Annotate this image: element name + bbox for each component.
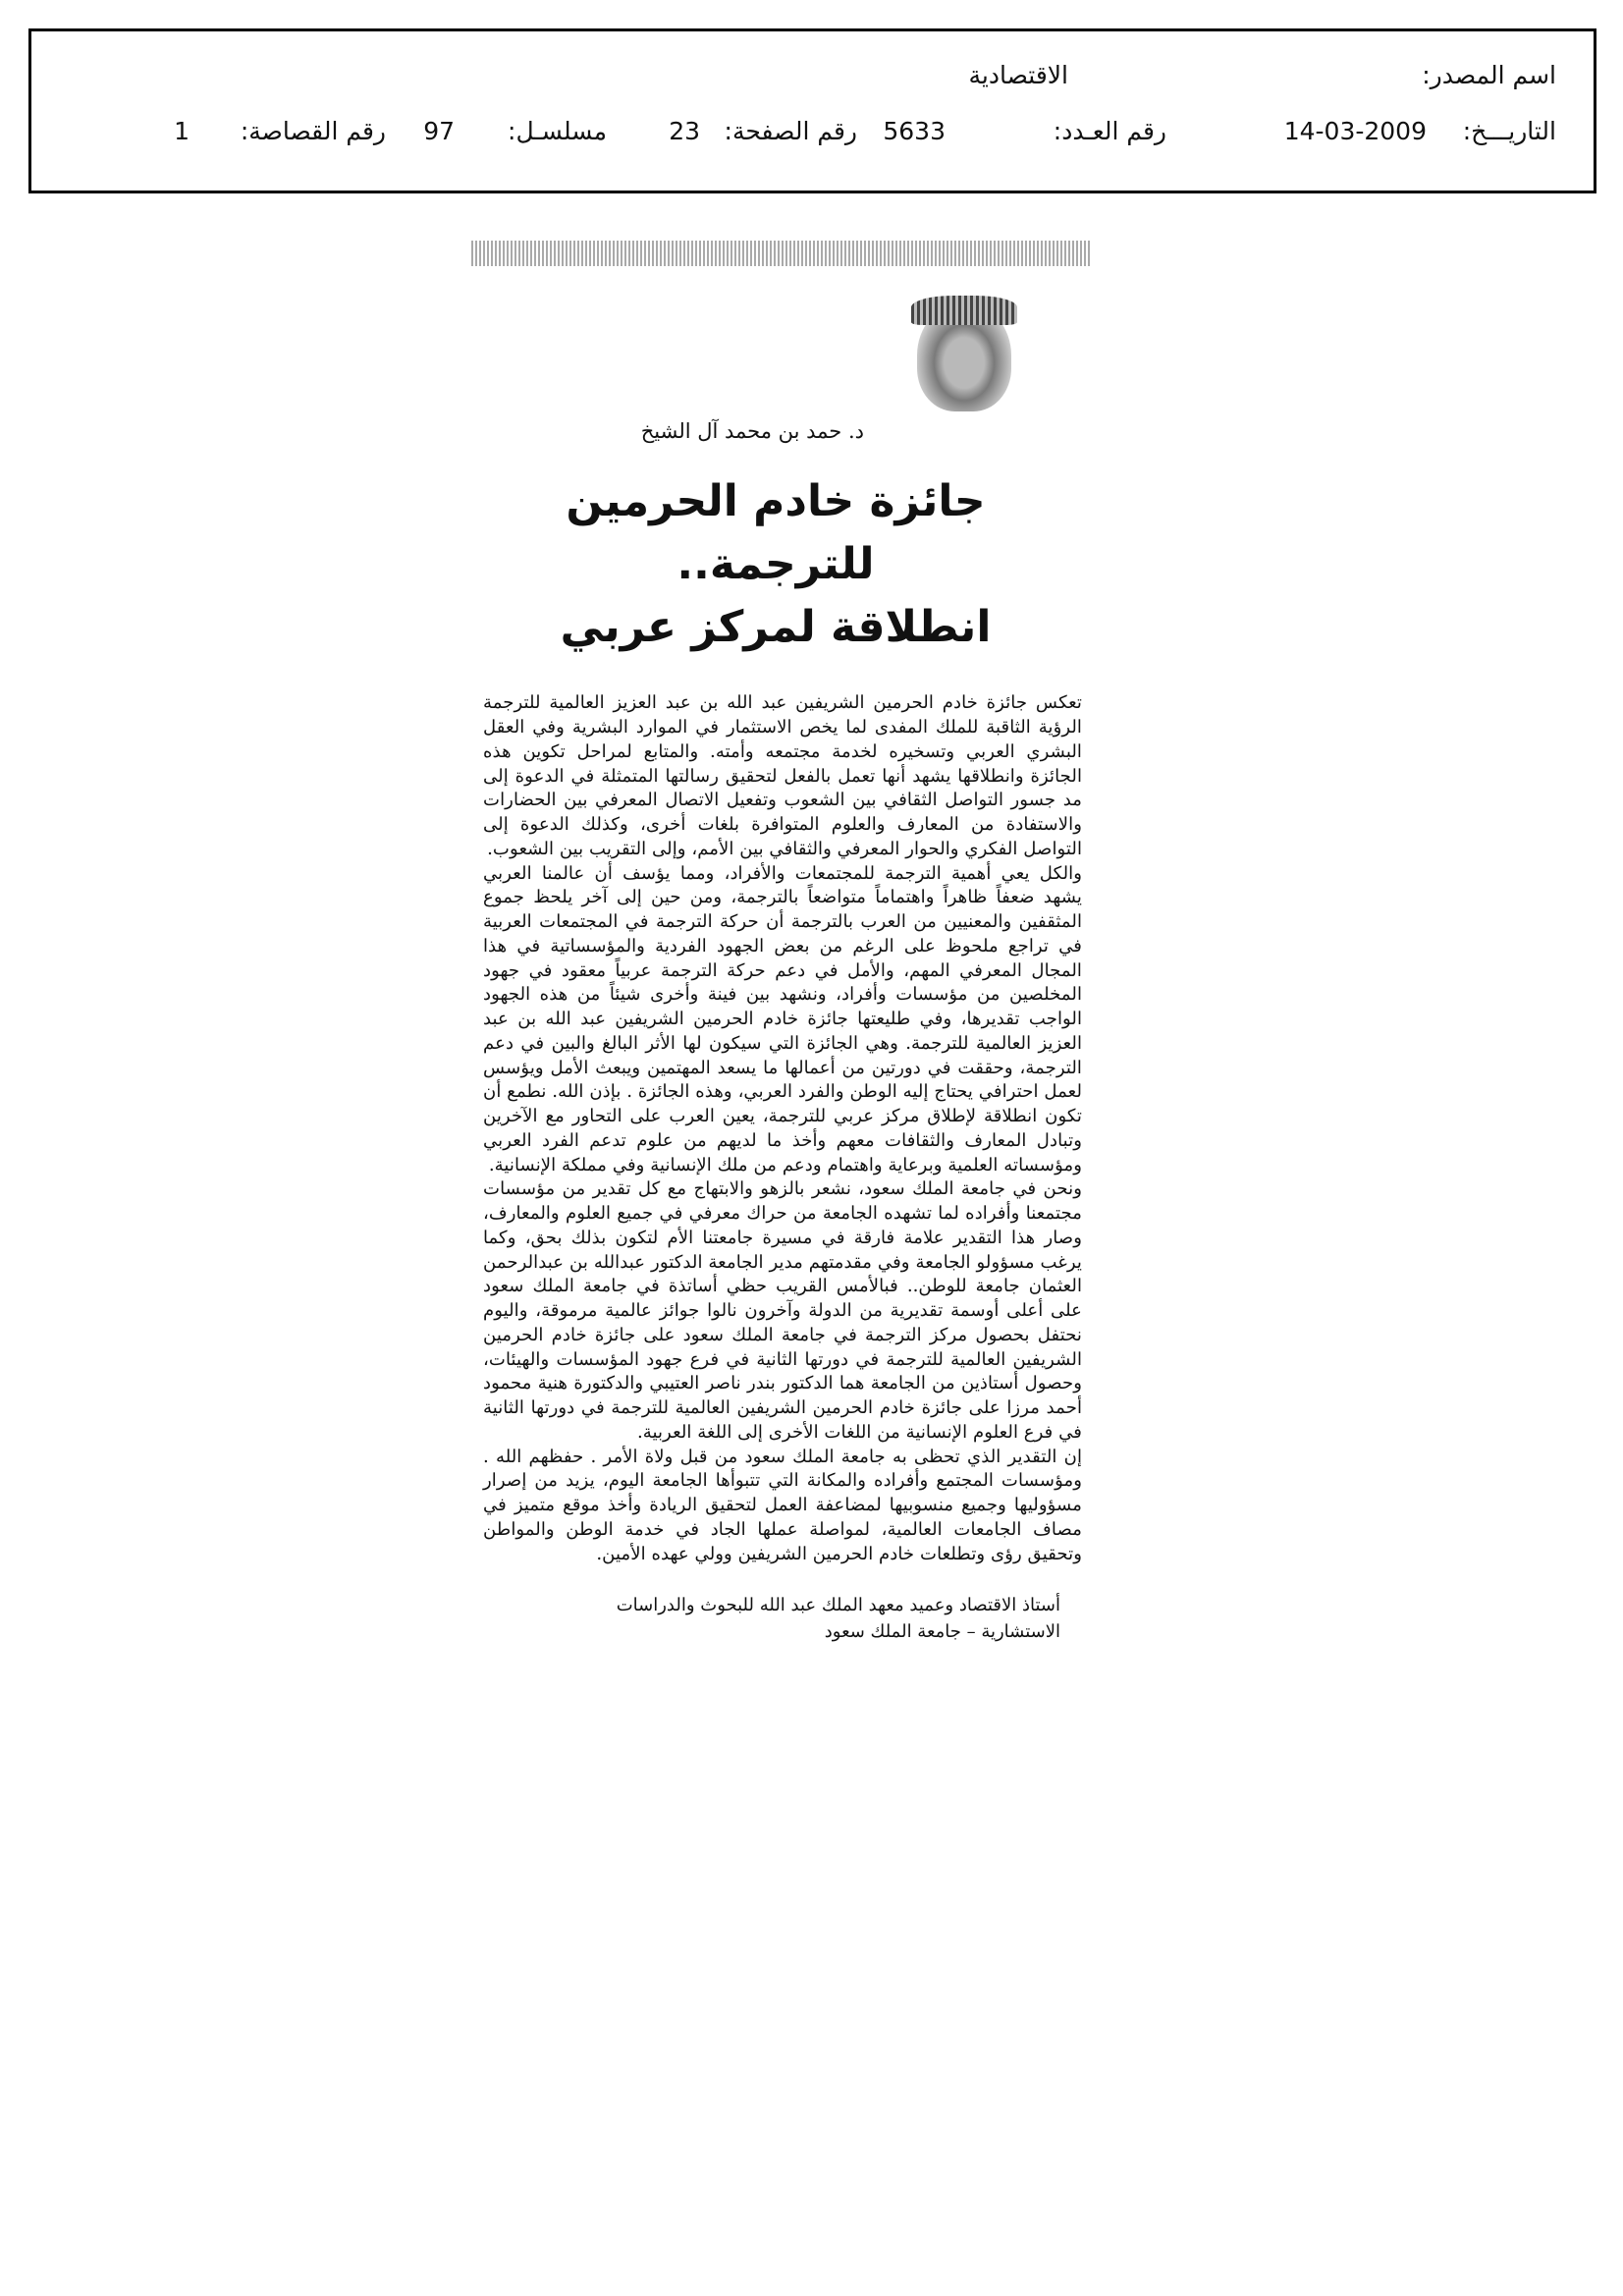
clip-value: 1	[174, 117, 189, 145]
issue-value: 5633	[883, 117, 946, 145]
newspaper-clipping	[461, 241, 1090, 1645]
headline-line-2: انطلاقة لمركز عربي	[560, 601, 992, 652]
article-headline	[461, 470, 1090, 658]
page-value: 23	[669, 117, 700, 145]
serial-value: 97	[423, 117, 455, 145]
headline-line-1: جائزة خادم الحرمين للترجمة..	[566, 476, 986, 589]
source-label: اسم المصدر:	[1422, 61, 1556, 89]
source-value: الاقتصادية	[968, 61, 1068, 89]
clip-label: رقم القصاصة:	[240, 117, 386, 145]
date-label: التاريـــخ:	[1462, 117, 1556, 145]
author-photo	[917, 303, 1011, 411]
paragraph-4: إن التقدير الذي تحظى به جامعة الملك سعود من قبل ولاة الأمر . حفظهم الله . ومؤسسات المجتمع وأفراده والمكانة التي تتبوأها الجامعة اليوم، يزيد من إصرار مسؤوليها وجميع منسوبيها لمضاعفة العمل لتحقيق الريادة وأخذ موقع متميز في مصاف الجامعات العالمية، لمواصلة عملها الجاد في خدمة الوطن والمواطن وتحقيق رؤى وتطلعات خادم الحرمين الشريفين وولي عهده الأمين.	[483, 1446, 1082, 1564]
headdress-shape	[911, 296, 1017, 325]
byline-row	[461, 274, 1090, 441]
issue-label: رقم العـدد:	[1053, 117, 1166, 145]
paragraph-2: والكل يعي أهمية الترجمة للمجتمعات والأفراد، ومما يؤسف أن عالمنا العربي يشهد ضعفاً ظاهراً واهتماماً متواضعاً بالترجمة، ومن حين إلى آخر يلحظ جموع المثقفين والمعنيين من العرب بالترجمة أن حركة الترجمة في المجتمعات العربية في تراجع ملحوظ على الرغم من بعض الجهود الفردية والمؤسساتية في هذا المجال المعرفي المهم، والأمل في دعم حركة الترجمة عربياً معقود في جهود المخلصين من مؤسسات وأفراد، ونشهد بين فينة وأخرى شيئاً من هذه الجهود الواجب تقديرها، وفي طليعتها جائزة خادم الحرمين الشريفين عبد الله بن عبد العزيز العالمية للترجمة. وهي الجائزة التي سيكون لها الأثر البالغ والبين في دعم الترجمة، وحققت في دورتين من أعمالها ما يسعد المهتمين ويبعث الأمل ويؤسس لعمل احترافي يحتاج إليه الوطن والفرد العربي، وهذه الجائزة . بإذن الله. نطمع أن تكون انطلاقة لإطلاق مركز عربي للترجمة، يعين العرب على التحاور مع الآخرين وتبادل المعارف والثقافات معهم وأخذ ما لديهم من علوم تدعم الفرد العربي ومؤسساته العلمية وبرعاية واهتمام ودعم من ملك الإنسانية وفي مملكة الإنسانية.	[483, 862, 1082, 1175]
article-body	[483, 691, 1082, 1566]
paragraph-3: ونحن في جامعة الملك سعود، نشعر بالزهو والابتهاج مع كل تقدير من مؤسسات مجتمعنا وأفراده لما تشهده الجامعة من حراك معرفي في جميع العلوم والمعارف، وصار هذا التقدير علامة فارقة في مسيرة جامعتنا الأم لتكون بذلك بحق، وكما يرغب مسؤولو الجامعة وفي مقدمتهم مدير الجامعة الدكتور عبدالله بن عبدالرحمن العثمان جامعة للوطن.. فبالأمس القريب حظي أساتذة في جامعة الملك سعود على أعلى أوسمة تقديرية من الدولة وآخرون نالوا جوائز عالمية مرموقة، واليوم نحتفل بحصول مركز الترجمة في جامعة الملك سعود على جائزة خادم الحرمين الشريفين العالمية للترجمة في دورتها الثانية في فرع جهود المؤسسات والهيئات، وحصول أستاذين من الجامعة هما الدكتور بندر ناصر العتيبي والدكتورة هنية محمود أحمد مرزا على جائزة خادم الحرمين الشريفين العالمية للترجمة في دورتها الثانية في فرع العلوم الإنسانية من اللغات الأخرى إلى اللغة العربية.	[483, 1178, 1082, 1443]
date-value: 14-03-2009	[1283, 117, 1427, 145]
header-box	[28, 28, 1596, 193]
serial-label: مسلسـل:	[508, 117, 607, 145]
page-label: رقم الصفحة:	[724, 117, 857, 145]
author-affiliation	[461, 1592, 1060, 1645]
affiliation-line-2: الاستشارية – جامعة الملك سعود	[824, 1621, 1060, 1643]
affiliation-line-1: أستاذ الاقتصاد وعميد معهد الملك عبد الله للبحوث والدراسات	[616, 1595, 1060, 1616]
author-name: د. حمد بن محمد آل الشيخ	[640, 419, 864, 443]
paragraph-1: تعكس جائزة خادم الحرمين الشريفين عبد الله بن عبد العزيز العالمية للترجمة الرؤية الثاقبة للملك المفدى لما يخص الاستثمار في الموارد البشرية وفي العقل البشري العربي وتسخيره لخدمة مجتمعه وأمته. والمتابع لمراحل تكوين هذه الجائزة وانطلاقها يشهد أنها تعمل بالفعل لتحقيق رسالتها المتمثلة في الدعوة إلى مد جسور التواصل الثقافي بين الشعوب وتفعيل الاتصال المعرفي بين الحضارات والاستفادة من المعارف والعلوم المتوافرة بلغات أخرى، وكذلك الدعوة إلى التواصل الفكري والحوار المعرفي والثقافي بين الأمم، وإلى التقريب بين الشعوب.	[483, 692, 1082, 859]
decorative-rule	[471, 241, 1090, 266]
